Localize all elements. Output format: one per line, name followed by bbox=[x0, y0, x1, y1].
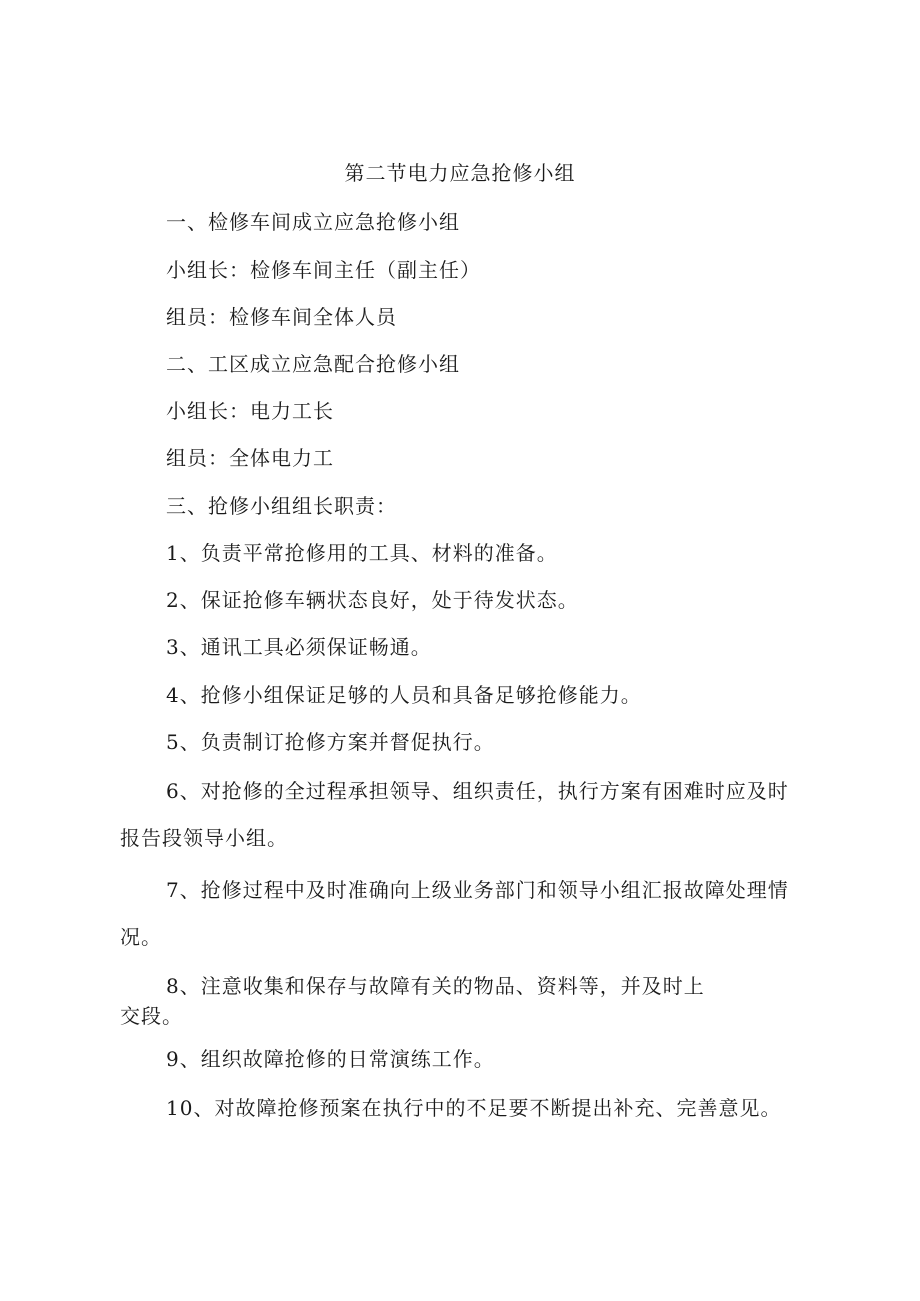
duty-item-4: 4、抢修小组保证足够的人员和具备足够抢修能力。 bbox=[166, 683, 642, 707]
duty-item-7-line-1: 7、抢修过程中及时准确向上级业务部门和领导小组汇报故障处理情 bbox=[166, 878, 789, 902]
section-2-leader: 小组长：电力工长 bbox=[166, 399, 334, 423]
section-2-members: 组员：全体电力工 bbox=[166, 446, 334, 470]
duty-item-9: 9、组织故障抢修的日常演练工作。 bbox=[166, 1047, 495, 1071]
duty-item-2: 2、保证抢修车辆状态良好，处于待发状态。 bbox=[166, 588, 579, 612]
section-3-heading: 三、抢修小组组长职责： bbox=[166, 494, 397, 518]
duty-item-1: 1、负责平常抢修用的工具、材料的准备。 bbox=[166, 541, 558, 565]
duty-item-8-line-1: 8、注意收集和保存与故障有关的物品、资料等，并及时上 bbox=[166, 974, 705, 998]
duty-item-6-line-1: 6、对抢修的全过程承担领导、组织责任，执行方案有困难时应及时 bbox=[166, 779, 789, 803]
duty-item-6-line-2: 报告段领导小组。 bbox=[120, 826, 288, 850]
section-2-heading: 二、工区成立应急配合抢修小组 bbox=[166, 352, 460, 376]
duty-item-5: 5、负责制订抢修方案并督促执行。 bbox=[166, 730, 495, 754]
page-title: 第二节电力应急抢修小组 bbox=[344, 161, 576, 185]
section-1-heading: 一、检修车间成立应急抢修小组 bbox=[166, 210, 460, 234]
duty-item-8-line-2: 交段。 bbox=[120, 1004, 183, 1028]
duty-item-10: 10、对故障抢修预案在执行中的不足要不断提出补充、完善意见。 bbox=[166, 1096, 782, 1120]
duty-item-7-line-2: 况。 bbox=[120, 925, 162, 949]
section-1-leader: 小组长：检修车间主任（副主任） bbox=[166, 258, 481, 282]
duty-item-3: 3、通讯工具必须保证畅通。 bbox=[166, 635, 432, 659]
section-1-members: 组员：检修车间全体人员 bbox=[166, 305, 397, 329]
